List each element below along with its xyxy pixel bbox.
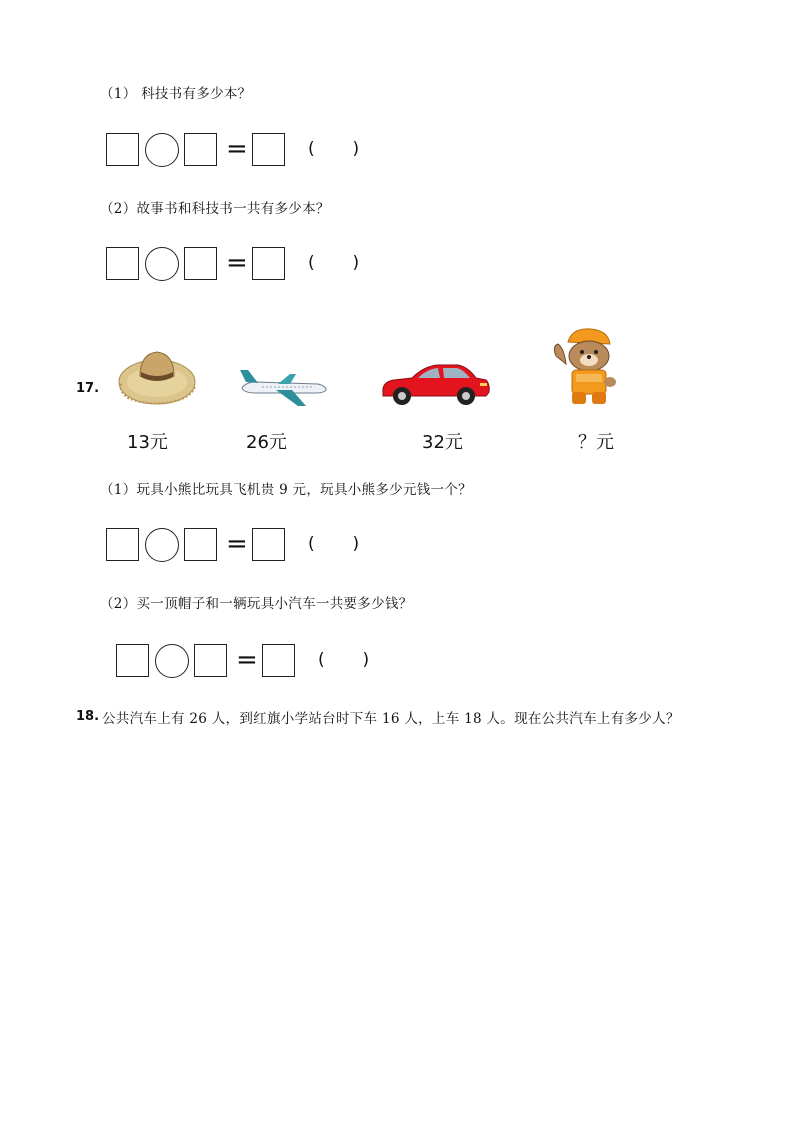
hat-price: 13元 <box>127 432 168 453</box>
airplane-icon <box>236 366 328 408</box>
q17-number: 17. <box>76 381 100 396</box>
result-box[interactable] <box>252 133 285 166</box>
operand-box-1[interactable] <box>106 528 139 561</box>
q16-sub1-text: （1） 科技书有多少本？ <box>100 86 252 102</box>
operand-box-2[interactable] <box>184 247 217 280</box>
airplane-price: 26元 <box>246 432 287 453</box>
q16-sub2-equation <box>106 247 396 283</box>
q17-sub1-equation <box>106 528 396 564</box>
operand-box-1[interactable] <box>106 133 139 166</box>
unit-parentheses[interactable]: ( ) <box>318 650 370 670</box>
q17-sub1-text: （1）玩具小熊比玩具飞机贵 9 元，玩具小熊多少元钱一个？ <box>100 482 472 498</box>
car-icon <box>380 358 492 408</box>
result-box[interactable] <box>252 528 285 561</box>
operator-circle[interactable] <box>145 528 179 562</box>
operand-box-2[interactable] <box>194 644 227 677</box>
operand-box-2[interactable] <box>184 528 217 561</box>
operand-box-1[interactable] <box>116 644 149 677</box>
operator-circle[interactable] <box>145 133 179 167</box>
result-box[interactable] <box>262 644 295 677</box>
equals-sign: = <box>226 134 248 164</box>
result-box[interactable] <box>252 247 285 280</box>
bear-toy-icon <box>552 326 620 408</box>
q18-number: 18. <box>76 709 100 724</box>
car-price: 32元 <box>422 432 463 453</box>
q17-sub2-text: （2）买一顶帽子和一辆玩具小汽车一共要多少钱？ <box>100 596 413 612</box>
equals-sign: = <box>226 529 248 559</box>
q16-sub2-text: （2）故事书和科技书一共有多少本？ <box>100 201 330 217</box>
unit-parentheses[interactable]: ( ) <box>308 139 360 159</box>
equals-sign: = <box>226 248 248 278</box>
operator-circle[interactable] <box>145 247 179 281</box>
operand-box-2[interactable] <box>184 133 217 166</box>
q16-sub1-equation <box>106 133 396 169</box>
q17-sub2-equation <box>116 644 406 680</box>
bear-price: ？元 <box>578 432 614 453</box>
unit-parentheses[interactable]: ( ) <box>308 253 360 273</box>
operand-box-1[interactable] <box>106 247 139 280</box>
unit-parentheses[interactable]: ( ) <box>308 534 360 554</box>
q18-text: 公共汽车上有 26 人，到红旗小学站台时下车 16 人，上车 18 人。现在公共汽车上有多少人？ <box>102 711 680 727</box>
operator-circle[interactable] <box>155 644 189 678</box>
hat-icon <box>116 342 198 408</box>
equals-sign: = <box>236 645 258 675</box>
